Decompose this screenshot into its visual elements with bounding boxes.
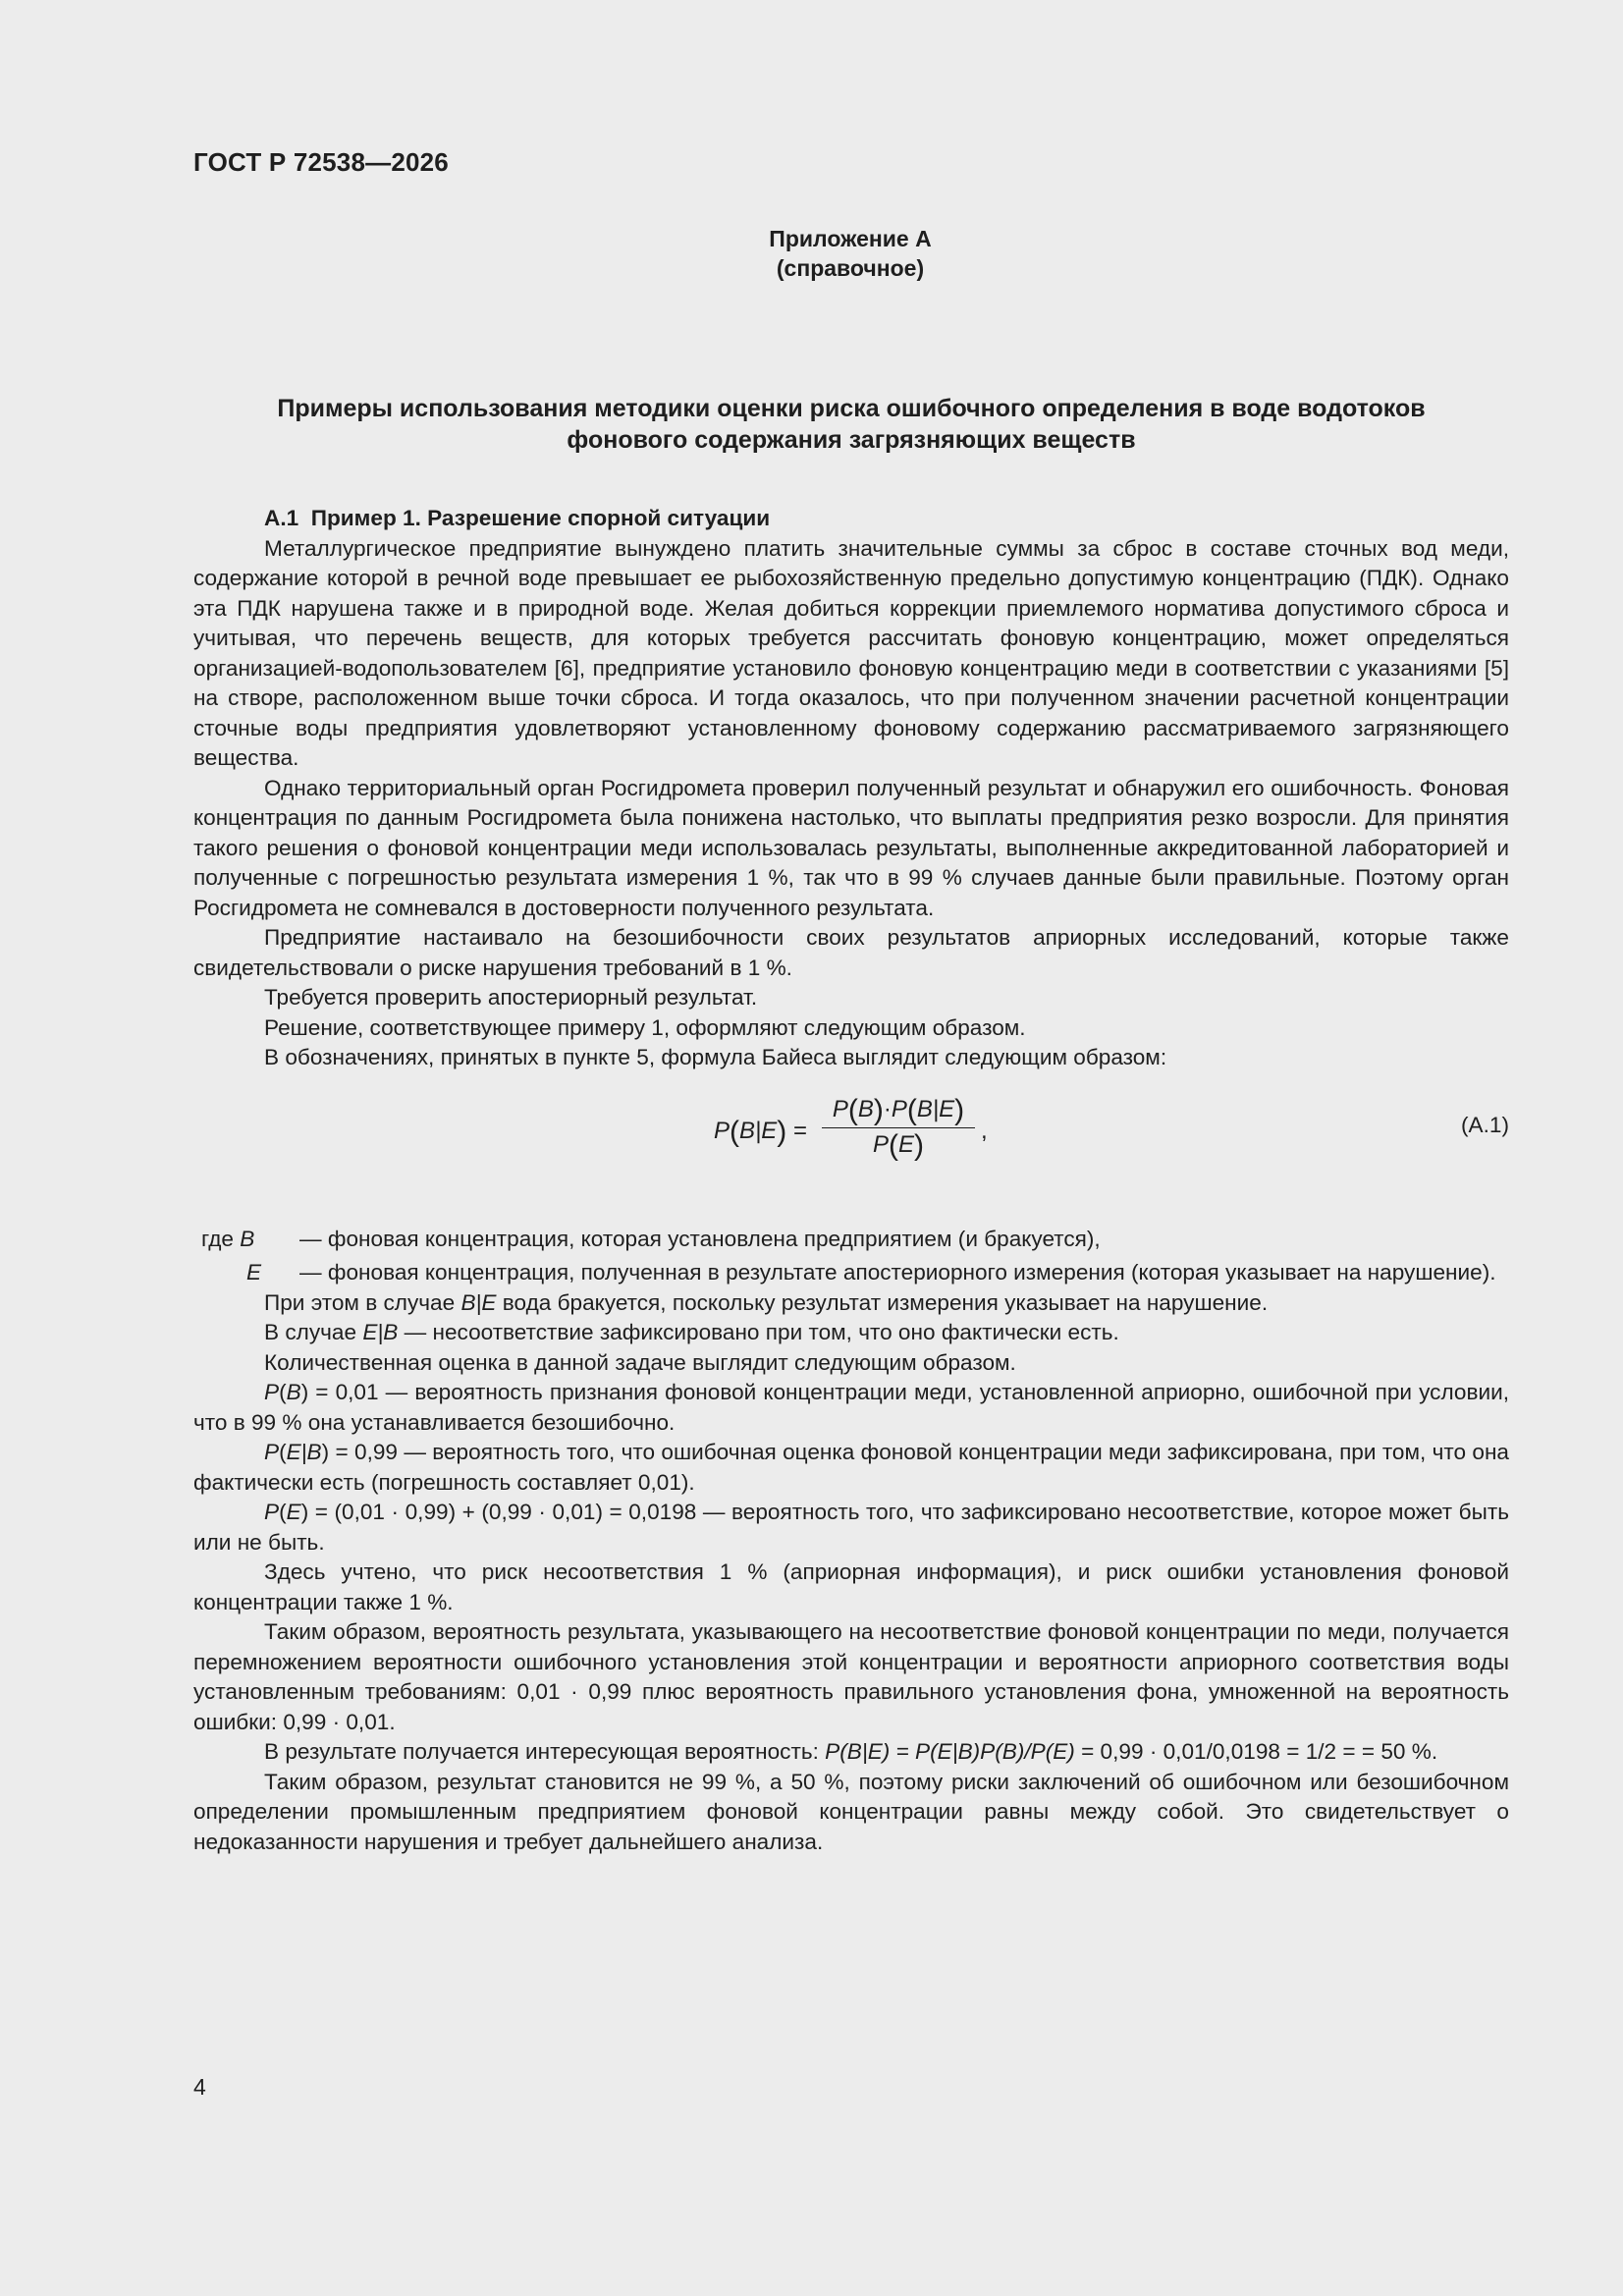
appendix-main-title [193,393,1509,456]
explain-2-pre: В случае [264,1320,363,1344]
formula-lhs: P(B|E) = [714,1115,807,1148]
explain-3: Количественная оценка в данной задаче выглядит следующим образом. [264,1349,1016,1375]
explain-1 [193,1288,1509,1319]
main-title-line-2: фонового содержания загрязняющих веществ [567,426,1136,454]
explain-9-post: = 0,99 · 0,01/0,0198 = 1/2 = = 50 %. [1074,1739,1438,1764]
where-lead [201,1225,254,1255]
section-heading [193,504,1509,534]
explain-5-arg: E|B [286,1440,322,1464]
explain-7: Здесь учтено, что риск несоответствия 1 % (априорная информация), и риск ошибки установления фоновой концентрации также 1 %. [193,1559,1509,1614]
equation-number: (А.1) [1461,1112,1509,1137]
formula-denominator: P(E) [872,1128,925,1162]
explain-1-symbol: B|E [460,1289,497,1315]
paragraph-4: Требуется проверить апостериорный результат. [264,985,758,1010]
main-title-line-1: Примеры использования методики оценки риска ошибочного определения в воде водотоков [277,395,1426,422]
explain-5-p: P [264,1440,280,1464]
numerator-arg2: B|E [916,1095,955,1122]
explain-1-pre: При этом в случае [264,1289,461,1315]
bayes-formula-row [193,1093,1509,1179]
where-text-b: — фоновая концентрация, которая установлена предприятием (и бракуется), [299,1226,1101,1251]
appendix-title: Приложение А [769,226,932,251]
where-lead-e [246,1258,261,1288]
section-title: Пример 1. Разрешение спорной ситуации [310,506,771,530]
explain-4: P(B) = 0,01 — вероятность признания фоновой концентрации меди, установленной априорно, ошибочной при условии, что в 99 % она устанавливается безошибочно. [193,1380,1509,1435]
formula-lhs-arg: B|E [739,1117,778,1144]
explain-6: P(E) = (0,01 · 0,99) + (0,99 · 0,01) = 0,0198 — вероятность того, что зафиксировано несоответствие, которое может быть или не быть. [193,1500,1509,1555]
document-body [193,504,1509,1857]
section-number: А.1 [264,506,299,530]
explain-4-p: P [264,1380,280,1404]
explain-2 [193,1318,1509,1348]
appendix-subtitle: (справочное) [776,255,925,281]
explain-2-post: — несоответствие зафиксировано при том, что оно фактически есть. [398,1320,1119,1344]
paragraph-5: Решение, соответствующее примеру 1, оформляют следующим образом. [264,1014,1026,1040]
explain-2-symbol: E|B [362,1320,399,1344]
formula-fraction [820,1093,977,1163]
formula-comma: , [981,1117,988,1144]
where-symbol-e: E [246,1260,262,1285]
document-code: ГОСТ Р 72538—2026 [193,147,449,177]
page-number: 4 [193,2074,206,2100]
paragraph-6: В обозначениях, принятых в пункте 5, формула Байеса выглядит следующим образом: [264,1045,1167,1069]
explain-5: P(E|B) = 0,99 — вероятность того, что ошибочная оценка фоновой концентрации меди зафиксирована, при том, что она фактически есть (погрешность составляет 0,01). [193,1440,1509,1495]
numerator-p1: P [832,1095,848,1122]
paragraph-2: Однако территориальный орган Росгидромета проверил полученный результат и обнаружил его ошибочность. Фоновая концентрация по данным Росгидромета была понижена настолько, что выплаты предприятия резко возросли. Для принятия такого решения о фоновой концентрации меди использовалась результаты, выполненные аккредитованной лабораторией и полученные с погрешностью результата измерения 1 %, так что в 99 % случаев данные были правильные. Поэтому орган Росгидромета не сомневался в достоверности полученного результата. [193,775,1509,920]
numerator-arg1: B [857,1095,874,1122]
explain-6-arg: E [286,1500,301,1524]
where-word: где [201,1226,234,1251]
explain-6-post: = (0,01 · 0,99) + (0,99 · 0,01) = 0,0198 — вероятность того, что зафиксировано несоответствие, которое может быть или не быть. [193,1500,1509,1555]
appendix-heading [0,224,1623,283]
explain-4-post: = 0,01 — вероятность признания фоновой концентрации меди, установленной априорно, ошибочной при условии, что в 99 % она устанавливается безошибочно. [193,1380,1509,1435]
explain-9-pre: В результате получается интересующая вероятность: [264,1739,826,1764]
denominator-arg: E [898,1130,915,1158]
numerator-dot: · [883,1095,892,1122]
where-item-b [193,1225,1509,1255]
paragraph-1: Металлургическое предприятие вынуждено платить значительные суммы за сброс в составе сточных вод меди, содержание которой в речной воде превышает ее рыбохозяйственную предельно допустимую концентрацию (ПДК). Однако эта ПДК нарушена также и в природной воде. Желая добиться коррекции приемлемого норматива допустимого сброса и учитывая, что перечень веществ, для которых требуется рассчитать фоновую концентрацию, может определяться организацией-водопользователем [6], предприятие установило фоновую концентрацию меди в соответствии с указаниями [5] на створе, расположенном выше точки сброса. И тогда оказалось, что при полученном значении расчетной концентрации сточные воды предприятия удовлетворяют установленному фоновому содержанию рассматриваемого загрязняющего вещества. [193,535,1509,770]
explain-10: Таким образом, результат становится не 99 %, а 50 %, поэтому риски заключений об ошибочном или безошибочном определении промышленным предприятием фоновой концентрации равны между собой. Это свидетельствует о недоказанности нарушения и требует дальнейшего анализа. [193,1769,1509,1854]
formula-lhs-p: P [714,1117,730,1144]
explain-4-arg: B [286,1380,301,1404]
explain-9 [193,1737,1509,1768]
explain-1-post: вода бракуется, поскольку результат измерения указывает на нарушение. [496,1289,1269,1315]
explain-8: Таким образом, вероятность результата, указывающего на несоответствие фоновой концентрации по меди, получается перемножением вероятности ошибочного установления этой концентрации и вероятности априорного соответствия воды установленным требованиям: 0,01 · 0,99 плюс вероятность правильного установления фона, умноженной на вероятность ошибки: 0,99 · 0,01. [193,1619,1509,1734]
where-text-e: — фоновая концентрация, полученная в результате апостериорного измерения (которая указывает на нарушение). [299,1260,1496,1285]
explain-5-post: = 0,99 — вероятность того, что ошибочная оценка фоновой концентрации меди зафиксирована, при том, что она фактически есть (погрешность составляет 0,01). [193,1440,1509,1495]
where-symbol-b: B [240,1226,255,1251]
paragraph-3: Предприятие настаивало на безошибочности своих результатов априорных исследований, которые также свидетельствовали о риске нарушения требований в 1 %. [193,925,1509,980]
denominator-p: P [872,1130,889,1158]
formula-numerator: P(B)·P(B|E) [832,1093,965,1126]
explain-6-p: P [264,1500,280,1524]
where-item-e [193,1258,1509,1288]
numerator-p2: P [891,1095,907,1122]
explain-9-formula: P(B|E) = P(E|B)P(B)/P(E) [825,1739,1075,1764]
formula-equals: = [792,1117,807,1144]
